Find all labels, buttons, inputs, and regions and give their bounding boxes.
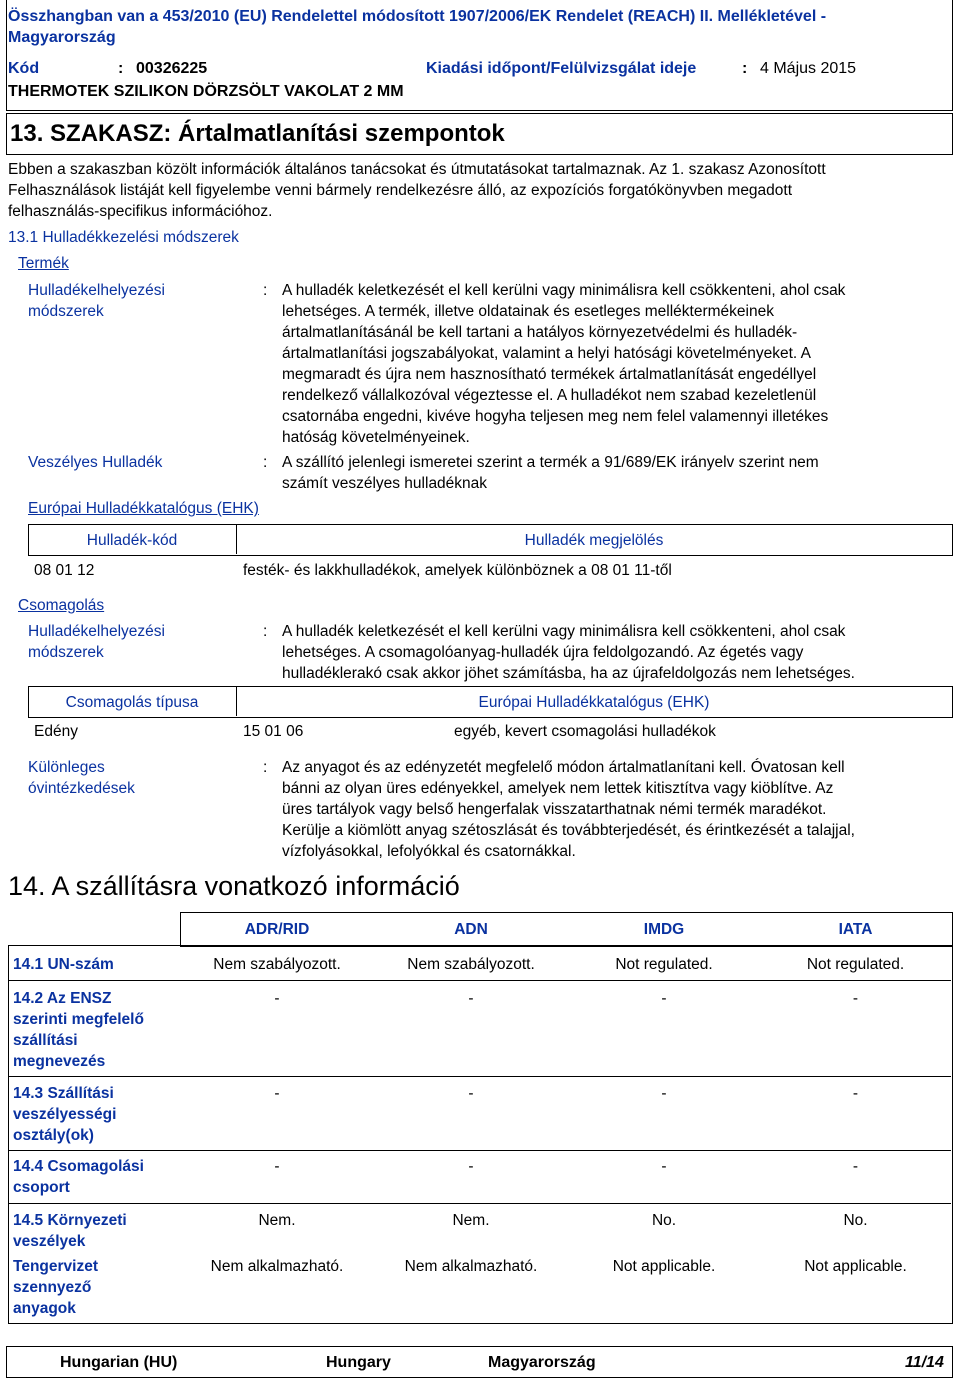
- issue-colon: :: [742, 60, 748, 77]
- row-divider: [8, 1150, 951, 1151]
- product-heading: Termék: [18, 255, 69, 272]
- disposal-methods-label-line2: módszerek: [28, 303, 104, 320]
- pack-disposal-text-line1: A hulladék keletkezését el kell kerülni vagy minimálisra kell csökkenteni, ahol csak: [282, 623, 846, 640]
- issue-date-label: Kiadási időpont/Felülvizsgálat ideje: [426, 60, 697, 77]
- pack-disposal-label-line2: módszerek: [28, 644, 104, 661]
- code-value: 00326225: [136, 60, 208, 77]
- row-divider: [8, 1076, 951, 1077]
- pack-row-type: Edény: [34, 723, 78, 740]
- ewc-row-desc: festék- és lakkhulladékok, amelyek különböznek a 08 01 11-től: [243, 562, 672, 579]
- code-colon: :: [118, 60, 124, 77]
- transport-col-adr: ADR/RID: [244, 921, 310, 938]
- row-divider: [8, 980, 951, 981]
- special-precautions-label-line1: Különleges: [28, 759, 105, 776]
- footer-page-number: 11/14: [905, 1354, 944, 1371]
- section-13-title: 13. SZAKASZ: Ártalmatlanítási szempontok: [10, 120, 505, 147]
- transport-col-iata: IATA: [838, 921, 873, 938]
- issue-date-value: 4 Május 2015: [760, 60, 857, 77]
- ewc-col-code: Hulladék-kód: [86, 532, 178, 549]
- pack-row-desc: egyéb, kevert csomagolási hulladékok: [454, 723, 716, 740]
- disposal-methods-label-line1: Hulladékelhelyezési: [28, 282, 165, 299]
- pack-row-code: 15 01 06: [243, 723, 304, 740]
- hazardous-colon: :: [263, 454, 268, 471]
- hazardous-waste-text-line1: A szállító jelenlegi ismeretei szerint a termék a 91/689/EK irányelv szerint nem: [282, 454, 819, 471]
- footer-country: Hungary: [326, 1354, 391, 1371]
- hazardous-waste-label: Veszélyes Hulladék: [28, 454, 163, 471]
- section-14-title: 14. A szállításra vonatkozó információ: [8, 871, 460, 901]
- pack-disposal-colon: :: [263, 623, 268, 640]
- code-label: Kód: [8, 60, 40, 77]
- regulation-title-line1: Összhangban van a 453/2010 (EU) Rendelettel módosított 1907/2006/EK Rendelet (REACH) II. Mellékletével -: [8, 8, 827, 25]
- ewc-heading: Európai Hulladékkatalógus (EHK): [28, 500, 259, 517]
- section-13-intro-line3: felhasználás-specifikus információhoz.: [8, 203, 273, 220]
- product-name: THERMOTEK SZILIKON DÖRZSÖLT VAKOLAT 2 MM: [8, 83, 404, 100]
- disposal-colon: :: [263, 282, 268, 299]
- special-colon: :: [263, 759, 268, 776]
- subsection-13-1-title: 13.1 Hulladékkezelési módszerek: [8, 229, 239, 246]
- section-13-intro-line1: Ebben a szakaszban közölt információk általános tanácsokat és útmutatásokat tartalmaznak. Az 1. szakasz Azonosított: [8, 161, 826, 178]
- packaging-heading: Csomagolás: [18, 597, 105, 614]
- transport-col-adn: ADN: [454, 921, 488, 938]
- row-divider: [8, 1203, 951, 1204]
- pack-col-type: Csomagolás típusa: [65, 694, 199, 711]
- ewc-row-code: 08 01 12: [34, 562, 95, 579]
- footer-language: Hungarian (HU): [60, 1354, 178, 1371]
- pack-disposal-text-line3: hulladéklerakó csak akkor jöhet számításba, ha az újrafeldolgozás nem lehetséges.: [282, 665, 855, 682]
- special-precautions-label-line2: óvintézkedések: [28, 780, 135, 797]
- pack-disposal-text-line2: lehetséges. A csomagolóanyag-hulladék újra feldolgozandó. Az égetés vagy: [282, 644, 804, 661]
- pack-disposal-label-line1: Hulladékelhelyezési: [28, 623, 165, 640]
- section-13-intro-line2: Felhasználások listáját kell figyelembe venni bármely rendelkezésre álló, az expozíciós forgatókönyvben megadott: [8, 182, 793, 199]
- ewc-col-desc: Hulladék megjelölés: [524, 532, 664, 549]
- transport-col-imdg: IMDG: [643, 921, 685, 938]
- footer-country-local: Magyarország: [488, 1354, 596, 1371]
- hazardous-waste-text-line2: számít veszélyes hulladéknak: [282, 475, 488, 492]
- regulation-title-line2: Magyarország: [8, 29, 116, 46]
- pack-col-ewc: Európai Hulladékkatalógus (EHK): [478, 694, 710, 711]
